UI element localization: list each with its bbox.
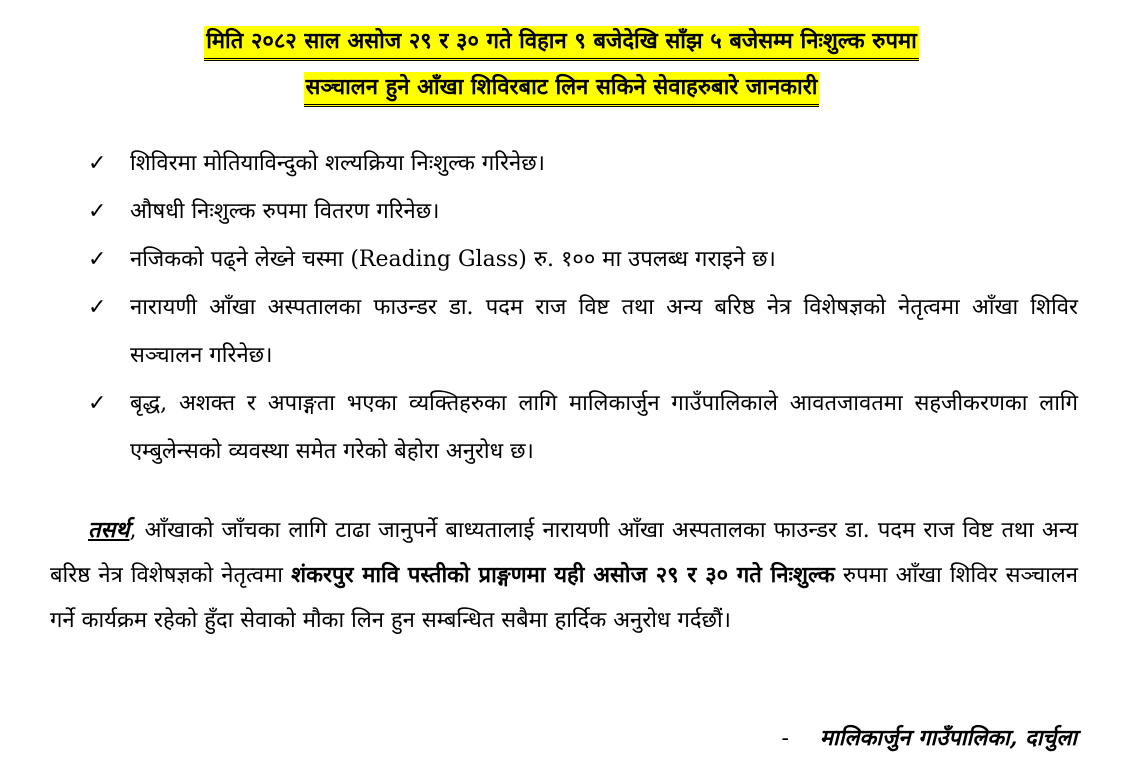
signature-line: [781, 718, 1077, 759]
paragraph-text-2: रुपमा आँखा शिविर सञ्चालन गर्ने कार्यक्रम रहेको हुँदा सेवाको मौका लिन हुन सम्बन्धित सबैमा हार्दिक अनुरोध गर्दछौं।: [50, 563, 1079, 633]
service-item-reading-glass: [88, 236, 1078, 284]
service-item-text: औषधी निःशुल्क रुपमा वितरण गरिनेछ।: [130, 199, 440, 224]
service-item-text: नजिकको पढ्ने लेख्ने चस्मा (Reading Glass) रु. १०० मा उपलब्ध गराइने छ।: [130, 247, 776, 272]
signature-organization: मालिकार्जुन गाउँपालिका, दार्चुला: [819, 725, 1077, 751]
paragraph-venue-bold: शंकरपुर मावि पस्तीको प्राङ्गणमा यही असोज २९ र ३० गते निःशुल्क: [291, 562, 835, 588]
service-item-free-medicine: [88, 188, 1078, 236]
service-item-ambulance: [88, 380, 1078, 476]
service-item-text: शिविरमा मोतियाविन्दुको शल्यक्रिया निःशुल्क गरिनेछ।: [130, 151, 545, 176]
closing-paragraph: [50, 508, 1078, 643]
check-mark-icon: ✓: [88, 151, 107, 176]
check-mark-icon: ✓: [88, 295, 107, 320]
services-list: [88, 140, 1078, 476]
check-mark-icon: ✓: [88, 199, 107, 224]
title-line-2: सञ्चालन हुने आँखा शिविरबाट लिन सकिने सेवाहरुबारे जानकारी: [304, 72, 820, 107]
paragraph-lead-word: तसर्थ: [88, 517, 130, 543]
title-line-1: मिति २०८२ साल असोज २९ र ३० गते विहान ९ बजेदेखि साँझ ५ बजेसम्म निःशुल्क रुपमा: [204, 26, 919, 61]
service-item-expert-team: [88, 284, 1078, 380]
check-mark-icon: ✓: [88, 247, 107, 272]
signature-dash: -: [781, 726, 789, 751]
paragraph-text-1: , आँखाको जाँचका लागि टाढा जानुपर्ने बाध्यतालाई नारायणी आँखा अस्पतालका फाउन्डर डा. पदम राज विष्ट तथा अन्य बरिष्ठ नेत्र विशेषज्ञको नेतृत्वमा: [50, 518, 1078, 588]
service-item-cataract-surgery: [88, 140, 1078, 188]
check-mark-icon: ✓: [88, 391, 107, 416]
service-item-text: बृद्ध, अशक्त र अपाङ्गता भएका व्यक्तिहरुका लागि मालिकार्जुन गाउँपालिकाले आवतजावतमा सहजीकरणका लागि एम्बुलेन्सको व्यवस्था समेत गरेको बेहोरा अनुरोध छ।: [130, 391, 1078, 464]
service-item-text: नारायणी आँखा अस्पतालका फाउन्डर डा. पदम राज विष्ट तथा अन्य बरिष्ठ नेत्र विशेषज्ञको नेतृत्वमा आँखा शिविर सञ्चालन गरिनेछ।: [130, 295, 1078, 368]
notice-title: [0, 26, 1123, 118]
